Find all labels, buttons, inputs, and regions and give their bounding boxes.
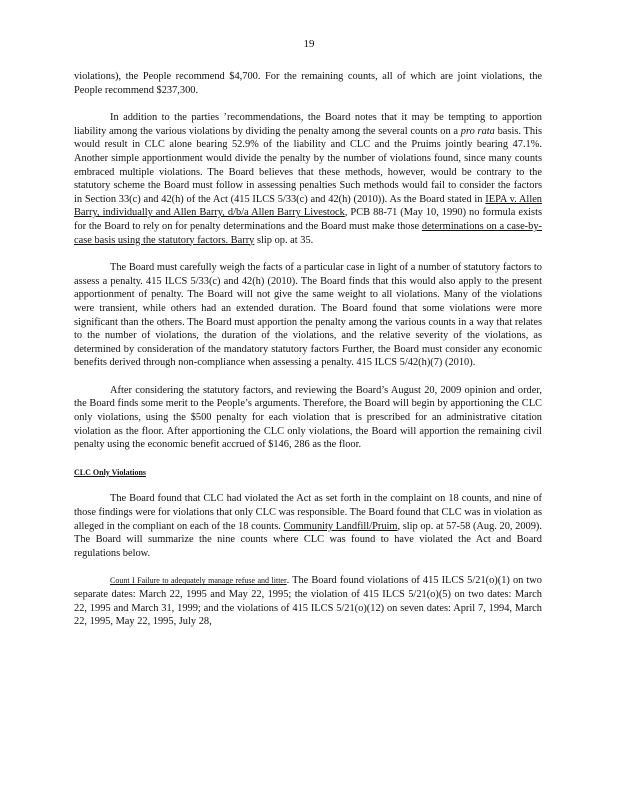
paragraph-statutory-factors: The Board must carefully weigh the facts of a particular case in light of a number of statutory factors to assess a penalty. 415 ILCS 5/33(c) and 42(h) (2010). The Board finds that this would also apply to the present apportionment of penalty. The Board will not give the same weight to all violations. Many of the violations were transient, while others had an extended duration. The Board found that some violations were more significant than the others. The Board must apportion the penalty among the various counts in a way that relates to the number of violations, the duration of the violations, and the relative severity of the violations, as determined by consideration of the mandatory statutory factors Further, the Board must consider any economic benefits derived through non-compliance when assessing a penalty. 415 ILCS 5/42(h)(7) (2010). (74, 262, 542, 369)
document-body (74, 70, 542, 643)
paragraph-apportionment (74, 111, 542, 247)
paragraph-board-finding: After considering the statutory factors, and reviewing the Board’s August 20, 2009 opinion and order, the Board finds some merit to the People’s arguments. Therefore, the Board will begin by apportioning the CLC only violations, using the $500 penalty for each violation that is prescribed for an administrative citation violation as the floor. After apportioning the CLC only violations, the Board will apportion the remaining civil penalty using the economic benefit accrued of $146, 286 as the floor. (74, 384, 542, 451)
case-citation: IEPA v. Allen Barry, individually and Allen Barry, d/b/a Allen Barry Livestock (74, 193, 543, 219)
text-run: basis. This would result in CLC alone bearing 52.9% of the liability and CLC and the Pruims jointly bearing 47.1%. Another simple apportionment would divide the penalty by the number of violations found, since many counts embraced multiple violations. The Board believes that these methods, however, would be contrary to the statutory scheme the Board must follow in assessing penalties Such methods would fail to consider the factors in Section 33(c) and 42(h) of the Act (415 ILCS 5/33(c) and 42(h) (2010)). As the Board stated in (74, 125, 542, 205)
section-heading (74, 466, 542, 480)
count-heading: Count I Failure to adequately manage refuse and litter (110, 576, 287, 586)
text-run: . The Board found violations of 415 ILCS 5/21(o)(1) on two separate dates: March 22, 1995 and May 22, 1995; the violation of 415 ILCS 5/21(o)(5) on two dates: March 22, 1995 and March 31, 1999; and the violations of 415 ILCS 5/21(o)(12) on seven dates: April 7, 1994, March 22, 1995, May 22, 1995, July 28, (74, 575, 542, 628)
section-heading-text: CLC Only Violations (74, 467, 147, 477)
text-run: , PCB 88-71 (May 10, 1990) no formula exists for the Board to rely on for penalty determinations and the Board must make those (74, 207, 543, 232)
text-run: slip op. at 35. (254, 234, 314, 246)
underlined-text: determinations on a case-by-case basis using the statutory factors. Barry (74, 220, 542, 246)
paragraph-count-one (74, 574, 542, 628)
paragraph-clc-violations (74, 492, 542, 560)
text-run: In addition to the parties ’recommendations, the Board notes that it may be tempting to apportion liability among the various violations by dividing the penalty among the several counts on a (74, 112, 542, 137)
paragraph-recommendation: violations), the People recommend $4,700. For the remaining counts, all of which are joint violations, the People recommend $237,300. (74, 71, 542, 96)
text-run: The Board found that CLC had violated the Act as set forth in the complaint on 18 counts, and nine of those findings were for violations that only CLC was responsible. The Board found that CLC was in violation as alleged in the compliant on each of the 18 counts. (74, 493, 542, 532)
case-citation: Community Landfill/Pruim (283, 520, 398, 532)
text-run: , slip op. at 57-58 (Aug. 20, 2009). The Board will summarize the nine counts where CLC was found to have violated the Act and Board regulations below. (74, 520, 542, 559)
text-run-italic: pro rata (460, 125, 495, 137)
page-number: 19 (303, 38, 315, 50)
